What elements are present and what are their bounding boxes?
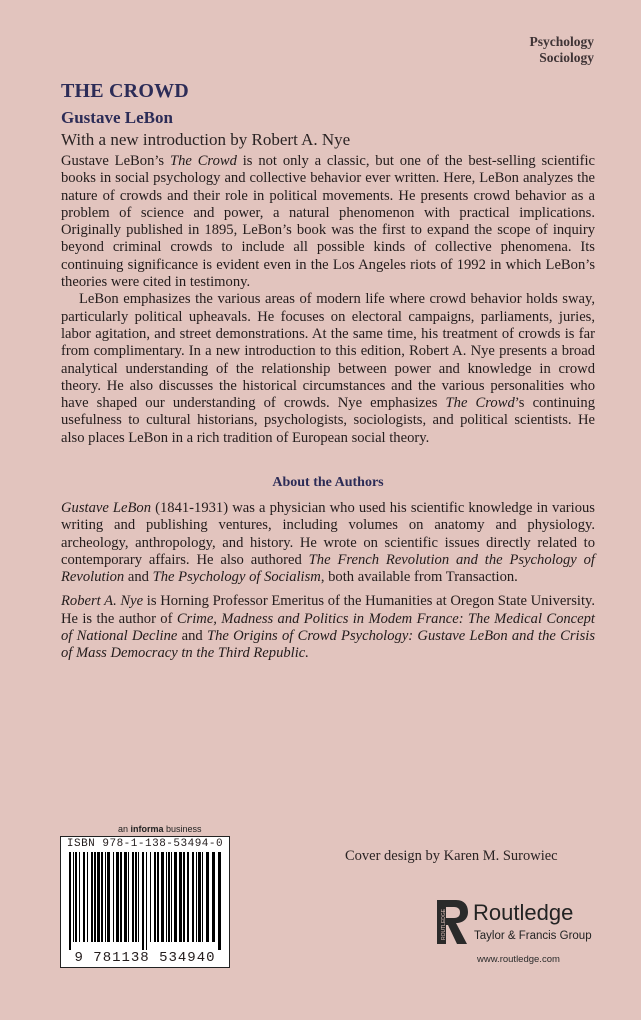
bio-nye: Robert A. Nye is Horning Professor Emeritus of the Humanities at Oregon State University. He is the author of Crime, Madness and Politics in Modem France: The Medical Concept of National Decline and The Origins of Crowd Psychology: Gustave LeBon and the Crisis of Mass Democracy tn the Third Republic. [61, 593, 595, 662]
informa-bold: informa [130, 824, 164, 834]
publisher-url: www.routledge.com [477, 954, 560, 965]
book-title: THE CROWD [61, 80, 189, 102]
subject-categories [529, 34, 594, 66]
ean-digits: 9 781138 534940 [74, 950, 216, 966]
category-psychology: Psychology [529, 34, 594, 49]
about-authors-heading: About the Authors [272, 475, 384, 490]
book-author: Gustave LeBon [61, 108, 173, 127]
description-paragraph-2: LeBon emphasizes the various areas of modern life where crowd behavior holds sway, particularly political upheavals. He focuses on electoral campaigns, parliaments, juries, labor agitation, and street demonstrations. At the same time, his treatment of crowds is far from complimentary. In a new introduction to this edition, Robert A. Nye presents a broad analytical understanding of the relationship between power and knowledge in crowd theory. He also discusses the historical circumstances and the various personalities who have shaped our understanding of crowds. Nye emphasizes The Crowd’s continuing usefulness to cultural historians, psychologists, sociologists, and political scientists. He also places LeBon in a rich tradition of European social theory. [61, 291, 596, 446]
informa-business-label [118, 824, 202, 834]
informa-pre: an [118, 824, 131, 834]
publisher-name: Routledge [473, 900, 574, 925]
informa-post: business [163, 824, 202, 834]
description-paragraph-1: Gustave LeBon’s The Crowd is not only a classic, but one of the best-selling scientific books in social psychology and collective behavior ever written. Here, LeBon analyzes the nature of crowds and their role in political movements. He presents crowd behavior as a problem of science and power, a natural phenomenon with practical implications. Originally published in 1895, LeBon’s book was the first to expand the scope of inquiry beyond criminal crowds to include all possible kinds of collective phenomena. Its continuing significance is evident even in the Los Angeles riots of 1992 in which LeBon’s theories were cited in testimony. [61, 153, 595, 291]
book-description [61, 153, 595, 447]
barcode-bars [67, 852, 223, 950]
bio-lebon: Gustave LeBon (1841-1931) was a physician who used his scientific knowledge in various writing and publishing ventures, including volumes on anatomy and physiology. archeology, anthropology, and history. He wrote on scientific issues directly related to contemporary affairs. He also authored The French Revolution and the Psychology of Revolution and The Psychology of Socialism, both available from Transaction. [61, 500, 595, 586]
isbn-number: ISBN 978-1-138-53494-0 [66, 838, 224, 850]
isbn-barcode [60, 836, 230, 968]
svg-text:ROUTLEDGE: ROUTLEDGE [441, 908, 447, 940]
author-bios [61, 500, 595, 670]
category-sociology: Sociology [539, 50, 594, 65]
routledge-logo-icon [437, 898, 469, 946]
cover-design-credit: Cover design by Karen M. Surowiec [345, 848, 558, 864]
publisher-group: Taylor & Francis Group [474, 930, 592, 942]
introduction-credit: With a new introduction by Robert A. Nye [61, 130, 351, 149]
